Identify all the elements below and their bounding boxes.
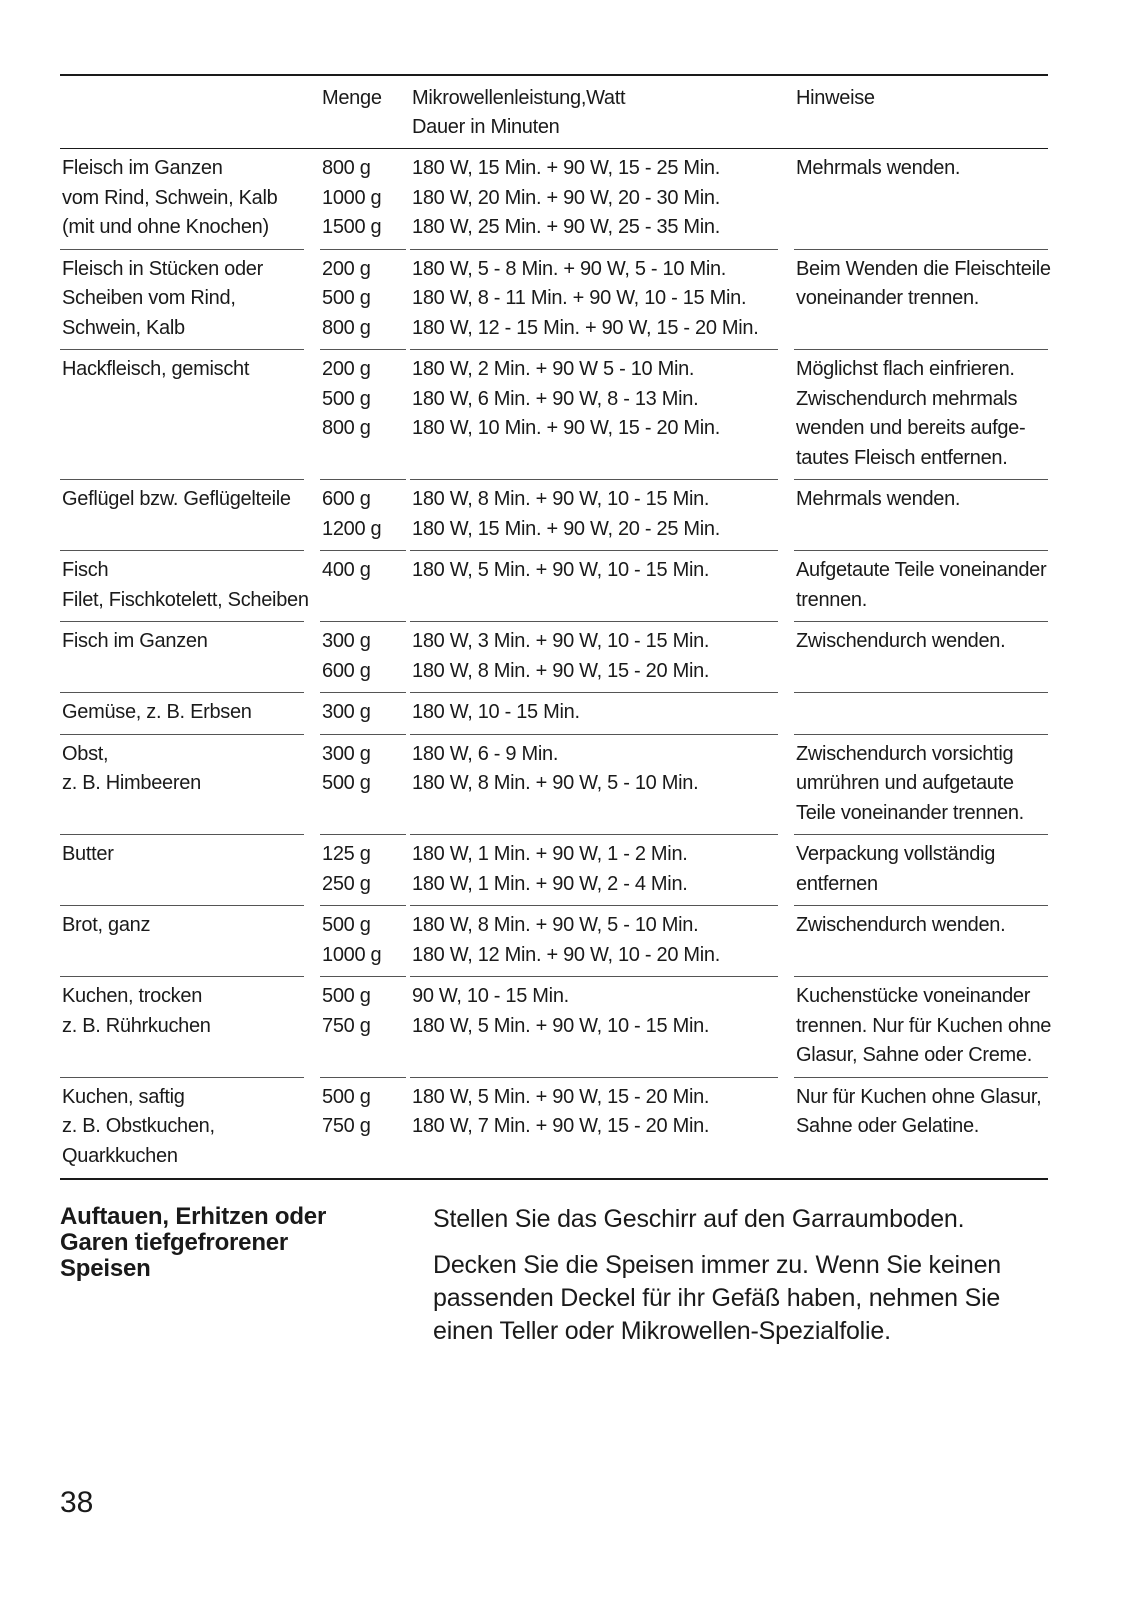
food-cell-line: Gemüse, z. B. Erbsen (62, 701, 252, 723)
amount-cell (322, 911, 400, 970)
notes-cell-line: Beim Wenden die Fleischteile (796, 257, 1051, 280)
amount-cell (322, 255, 400, 344)
power-cell-line: 180 W, 8 Min. + 90 W, 15 - 20 Min. (412, 659, 710, 682)
amount-cell (322, 1083, 400, 1142)
power-cell-line: 180 W, 5 Min. + 90 W, 10 - 15 Min. (412, 559, 710, 581)
power-cell (412, 1083, 792, 1142)
header-power-line1: Mikrowellenleistung,Watt (412, 87, 626, 109)
food-cell-line: z. B. Himbeeren (62, 772, 201, 794)
amount-cell-line: 600 g (322, 659, 371, 682)
power-cell (412, 556, 792, 586)
food-cell-line: Fisch im Ganzen (62, 630, 208, 652)
power-cell-line: 180 W, 1 Min. + 90 W, 2 - 4 Min. (412, 872, 688, 895)
amount-cell-line: 300 g (322, 630, 371, 652)
food-cell-line: Obst, (62, 742, 109, 765)
notes-cell (796, 627, 1048, 657)
header-power (412, 84, 792, 142)
power-cell-line: 180 W, 6 Min. + 90 W, 8 - 13 Min. (412, 387, 699, 410)
power-cell-line: 180 W, 5 Min. + 90 W, 15 - 20 Min. (412, 1085, 710, 1108)
food-cell-line: z. B. Obstkuchen, (62, 1115, 215, 1137)
header-notes: Hinweise (796, 87, 875, 109)
amount-cell-line: 200 g (322, 358, 371, 380)
food-cell-line: vom Rind, Schwein, Kalb (62, 186, 278, 209)
food-cell-line: Filet, Fischkotelett, Scheiben (62, 588, 309, 611)
food-cell-line: Fisch (62, 559, 109, 581)
food-cell-line: z. B. Rührkuchen (62, 1014, 211, 1037)
table-row (60, 250, 1051, 351)
food-cell (62, 154, 312, 243)
power-cell-line: 180 W, 8 - 11 Min. + 90 W, 10 - 15 Min. (412, 287, 747, 309)
power-cell (412, 485, 792, 544)
notes-cell (796, 355, 1048, 473)
table-row (60, 693, 1048, 735)
notes-cell (796, 840, 1048, 899)
notes-cell-line: trennen. (796, 588, 867, 611)
food-cell-line: Kuchen, trocken (62, 985, 203, 1007)
notes-cell-line: Teile voneinander trennen. (796, 801, 1024, 824)
notes-cell (796, 982, 1052, 1071)
food-cell (62, 355, 312, 385)
food-cell-line: Geflügel bzw. Geflügelteile (62, 488, 291, 510)
amount-cell-line: 800 g (322, 157, 371, 179)
table-row (60, 1078, 1048, 1179)
notes-cell (796, 1083, 1048, 1142)
section-heading-line: Auftauen, Erhitzen oder (60, 1203, 327, 1230)
notes-cell-line: voneinander trennen. (796, 287, 980, 309)
power-cell-line: 180 W, 8 Min. + 90 W, 5 - 10 Min. (412, 772, 699, 794)
power-cell (412, 698, 792, 728)
food-cell-line: Kuchen, saftig (62, 1085, 185, 1108)
notes-cell (796, 154, 1048, 184)
notes-cell-line: Zwischendurch mehrmals (796, 387, 1018, 410)
power-cell (412, 255, 792, 344)
section-heading-line: Speisen (60, 1255, 151, 1282)
food-cell-line: (mit und ohne Knochen) (62, 216, 269, 238)
amount-cell (322, 698, 400, 728)
paragraph: Decken Sie die Speisen immer zu. Wenn Sie keinen passenden Deckel für ihr Gefäß haben, nehmen Sie einen Teller oder Mikrowellen-Spezialfolie. (433, 1251, 1002, 1345)
power-cell-line: 180 W, 10 - 15 Min. (412, 701, 580, 723)
section-body (433, 1203, 1043, 1361)
amount-cell-line: 750 g (322, 1014, 371, 1037)
defrost-table (60, 74, 1052, 1180)
food-cell-line: Quarkkuchen (62, 1144, 178, 1167)
food-cell (62, 982, 312, 1041)
amount-cell-line: 800 g (322, 417, 371, 439)
notes-cell (796, 255, 1051, 314)
power-cell-line: 180 W, 7 Min. + 90 W, 15 - 20 Min. (412, 1115, 710, 1137)
notes-cell-line: Aufgetaute Teile voneinander (796, 559, 1047, 581)
food-cell-line: Butter (62, 843, 114, 865)
power-cell (412, 154, 792, 243)
food-cell (62, 840, 312, 870)
power-cell-line: 180 W, 12 Min. + 90 W, 10 - 20 Min. (412, 943, 720, 966)
amount-cell (322, 740, 400, 799)
amount-cell-line: 500 g (322, 914, 371, 936)
power-cell-line: 180 W, 1 Min. + 90 W, 1 - 2 Min. (412, 843, 688, 865)
table-row (60, 350, 1048, 480)
power-cell-line: 180 W, 20 Min. + 90 W, 20 - 30 Min. (412, 186, 720, 209)
amount-cell-line: 250 g (322, 872, 371, 895)
power-cell (412, 982, 792, 1041)
section-heading-line: Garen tiefgefrorener (60, 1229, 289, 1256)
amount-cell-line: 1200 g (322, 517, 382, 540)
food-cell (62, 485, 312, 515)
table-body (60, 149, 1052, 1178)
amount-cell (322, 355, 400, 444)
power-cell-line: 180 W, 6 - 9 Min. (412, 742, 559, 765)
notes-cell (796, 911, 1048, 941)
food-cell-line: Scheiben vom Rind, (62, 287, 236, 309)
power-cell-line: 180 W, 8 Min. + 90 W, 10 - 15 Min. (412, 488, 710, 510)
food-cell-line: Brot, ganz (62, 914, 151, 936)
table-row (60, 551, 1048, 622)
section-heading (60, 1204, 380, 1282)
amount-cell-line: 125 g (322, 843, 371, 865)
amount-cell-line: 300 g (322, 701, 371, 723)
food-cell-line: Fleisch im Ganzen (62, 157, 223, 179)
notes-cell-line: Möglichst flach einfrieren. (796, 358, 1015, 380)
table-row (60, 149, 1048, 250)
amount-cell-line: 800 g (322, 316, 371, 339)
amount-cell-line: 500 g (322, 1085, 371, 1108)
power-cell-line: 180 W, 5 Min. + 90 W, 10 - 15 Min. (412, 1014, 710, 1037)
amount-cell (322, 627, 400, 686)
food-cell (62, 740, 312, 799)
food-cell (62, 911, 312, 941)
food-cell (62, 627, 312, 657)
food-cell-line: Fleisch in Stücken oder (62, 257, 263, 280)
notes-cell-line: Mehrmals wenden. (796, 488, 961, 510)
power-cell (412, 911, 792, 970)
food-cell-line: Schwein, Kalb (62, 316, 185, 339)
notes-cell-line: Sahne oder Gelatine. (796, 1115, 980, 1137)
power-cell (412, 355, 792, 444)
power-cell-line: 180 W, 2 Min. + 90 W 5 - 10 Min. (412, 358, 695, 380)
amount-cell-line: 200 g (322, 257, 371, 280)
power-cell-line: 180 W, 5 - 8 Min. + 90 W, 5 - 10 Min. (412, 257, 727, 280)
paragraph: Stellen Sie das Geschirr auf den Garraumboden. (433, 1205, 965, 1233)
table-row (60, 906, 1048, 977)
power-cell-line: 180 W, 10 Min. + 90 W, 15 - 20 Min. (412, 417, 720, 439)
notes-cell-line: Verpackung vollständig (796, 843, 996, 865)
table-row (60, 480, 1048, 551)
notes-cell-line: wenden und bereits aufge- (796, 417, 1026, 439)
table-row (60, 835, 1048, 906)
amount-cell (322, 556, 400, 586)
food-cell (62, 1083, 312, 1172)
power-cell-line: 180 W, 15 Min. + 90 W, 15 - 25 Min. (412, 157, 720, 179)
amount-cell-line: 1000 g (322, 943, 382, 966)
page-number: 38 (60, 1486, 94, 1519)
notes-cell (796, 485, 1048, 515)
amount-cell (322, 982, 400, 1041)
notes-cell-line: Zwischendurch vorsichtig (796, 742, 1014, 765)
power-cell (412, 840, 792, 899)
power-cell-line: 180 W, 12 - 15 Min. + 90 W, 15 - 20 Min. (412, 316, 759, 339)
power-cell-line: 90 W, 10 - 15 Min. (412, 985, 569, 1007)
power-cell (412, 740, 792, 799)
amount-cell-line: 500 g (322, 387, 371, 410)
power-cell-line: 180 W, 8 Min. + 90 W, 5 - 10 Min. (412, 914, 699, 936)
amount-cell-line: 1000 g (322, 186, 382, 209)
amount-cell-line: 500 g (322, 985, 371, 1007)
header-power-line2: Dauer in Minuten (412, 116, 560, 138)
food-cell (62, 698, 312, 728)
notes-cell-line: Kuchenstücke voneinander (796, 985, 1031, 1007)
notes-cell-line: Mehrmals wenden. (796, 157, 961, 179)
table-row (60, 735, 1048, 836)
notes-cell-line: entfernen (796, 872, 878, 895)
notes-cell-line: Zwischendurch wenden. (796, 914, 1006, 936)
food-cell-line: Hackfleisch, gemischt (62, 358, 250, 380)
amount-cell-line: 400 g (322, 559, 371, 581)
amount-cell (322, 840, 400, 899)
notes-cell-line: Zwischendurch wenden. (796, 630, 1006, 652)
food-cell (62, 556, 312, 615)
amount-cell-line: 1500 g (322, 216, 382, 238)
notes-cell-line: Nur für Kuchen ohne Glasur, (796, 1085, 1042, 1108)
table-row (60, 622, 1048, 693)
notes-cell (796, 556, 1048, 615)
amount-cell-line: 500 g (322, 287, 371, 309)
table-header (60, 76, 1048, 149)
notes-cell-line: trennen. Nur für Kuchen ohne (796, 1014, 1052, 1037)
amount-cell-line: 750 g (322, 1115, 371, 1137)
power-cell-line: 180 W, 3 Min. + 90 W, 10 - 15 Min. (412, 630, 710, 652)
amount-cell (322, 154, 400, 243)
power-cell-line: 180 W, 15 Min. + 90 W, 20 - 25 Min. (412, 517, 720, 540)
notes-cell-line: tautes Fleisch entfernen. (796, 446, 1008, 469)
amount-cell (322, 485, 400, 544)
notes-cell-line: Glasur, Sahne oder Creme. (796, 1044, 1032, 1066)
notes-cell-line: umrühren und aufgetaute (796, 772, 1014, 794)
table-row (60, 977, 1052, 1078)
food-cell (62, 255, 312, 344)
amount-cell-line: 600 g (322, 488, 371, 510)
amount-cell-line: 300 g (322, 742, 371, 765)
amount-cell-line: 500 g (322, 772, 371, 794)
header-amount: Menge (322, 87, 382, 109)
power-cell-line: 180 W, 25 Min. + 90 W, 25 - 35 Min. (412, 216, 720, 238)
notes-cell (796, 740, 1048, 829)
power-cell (412, 627, 792, 686)
